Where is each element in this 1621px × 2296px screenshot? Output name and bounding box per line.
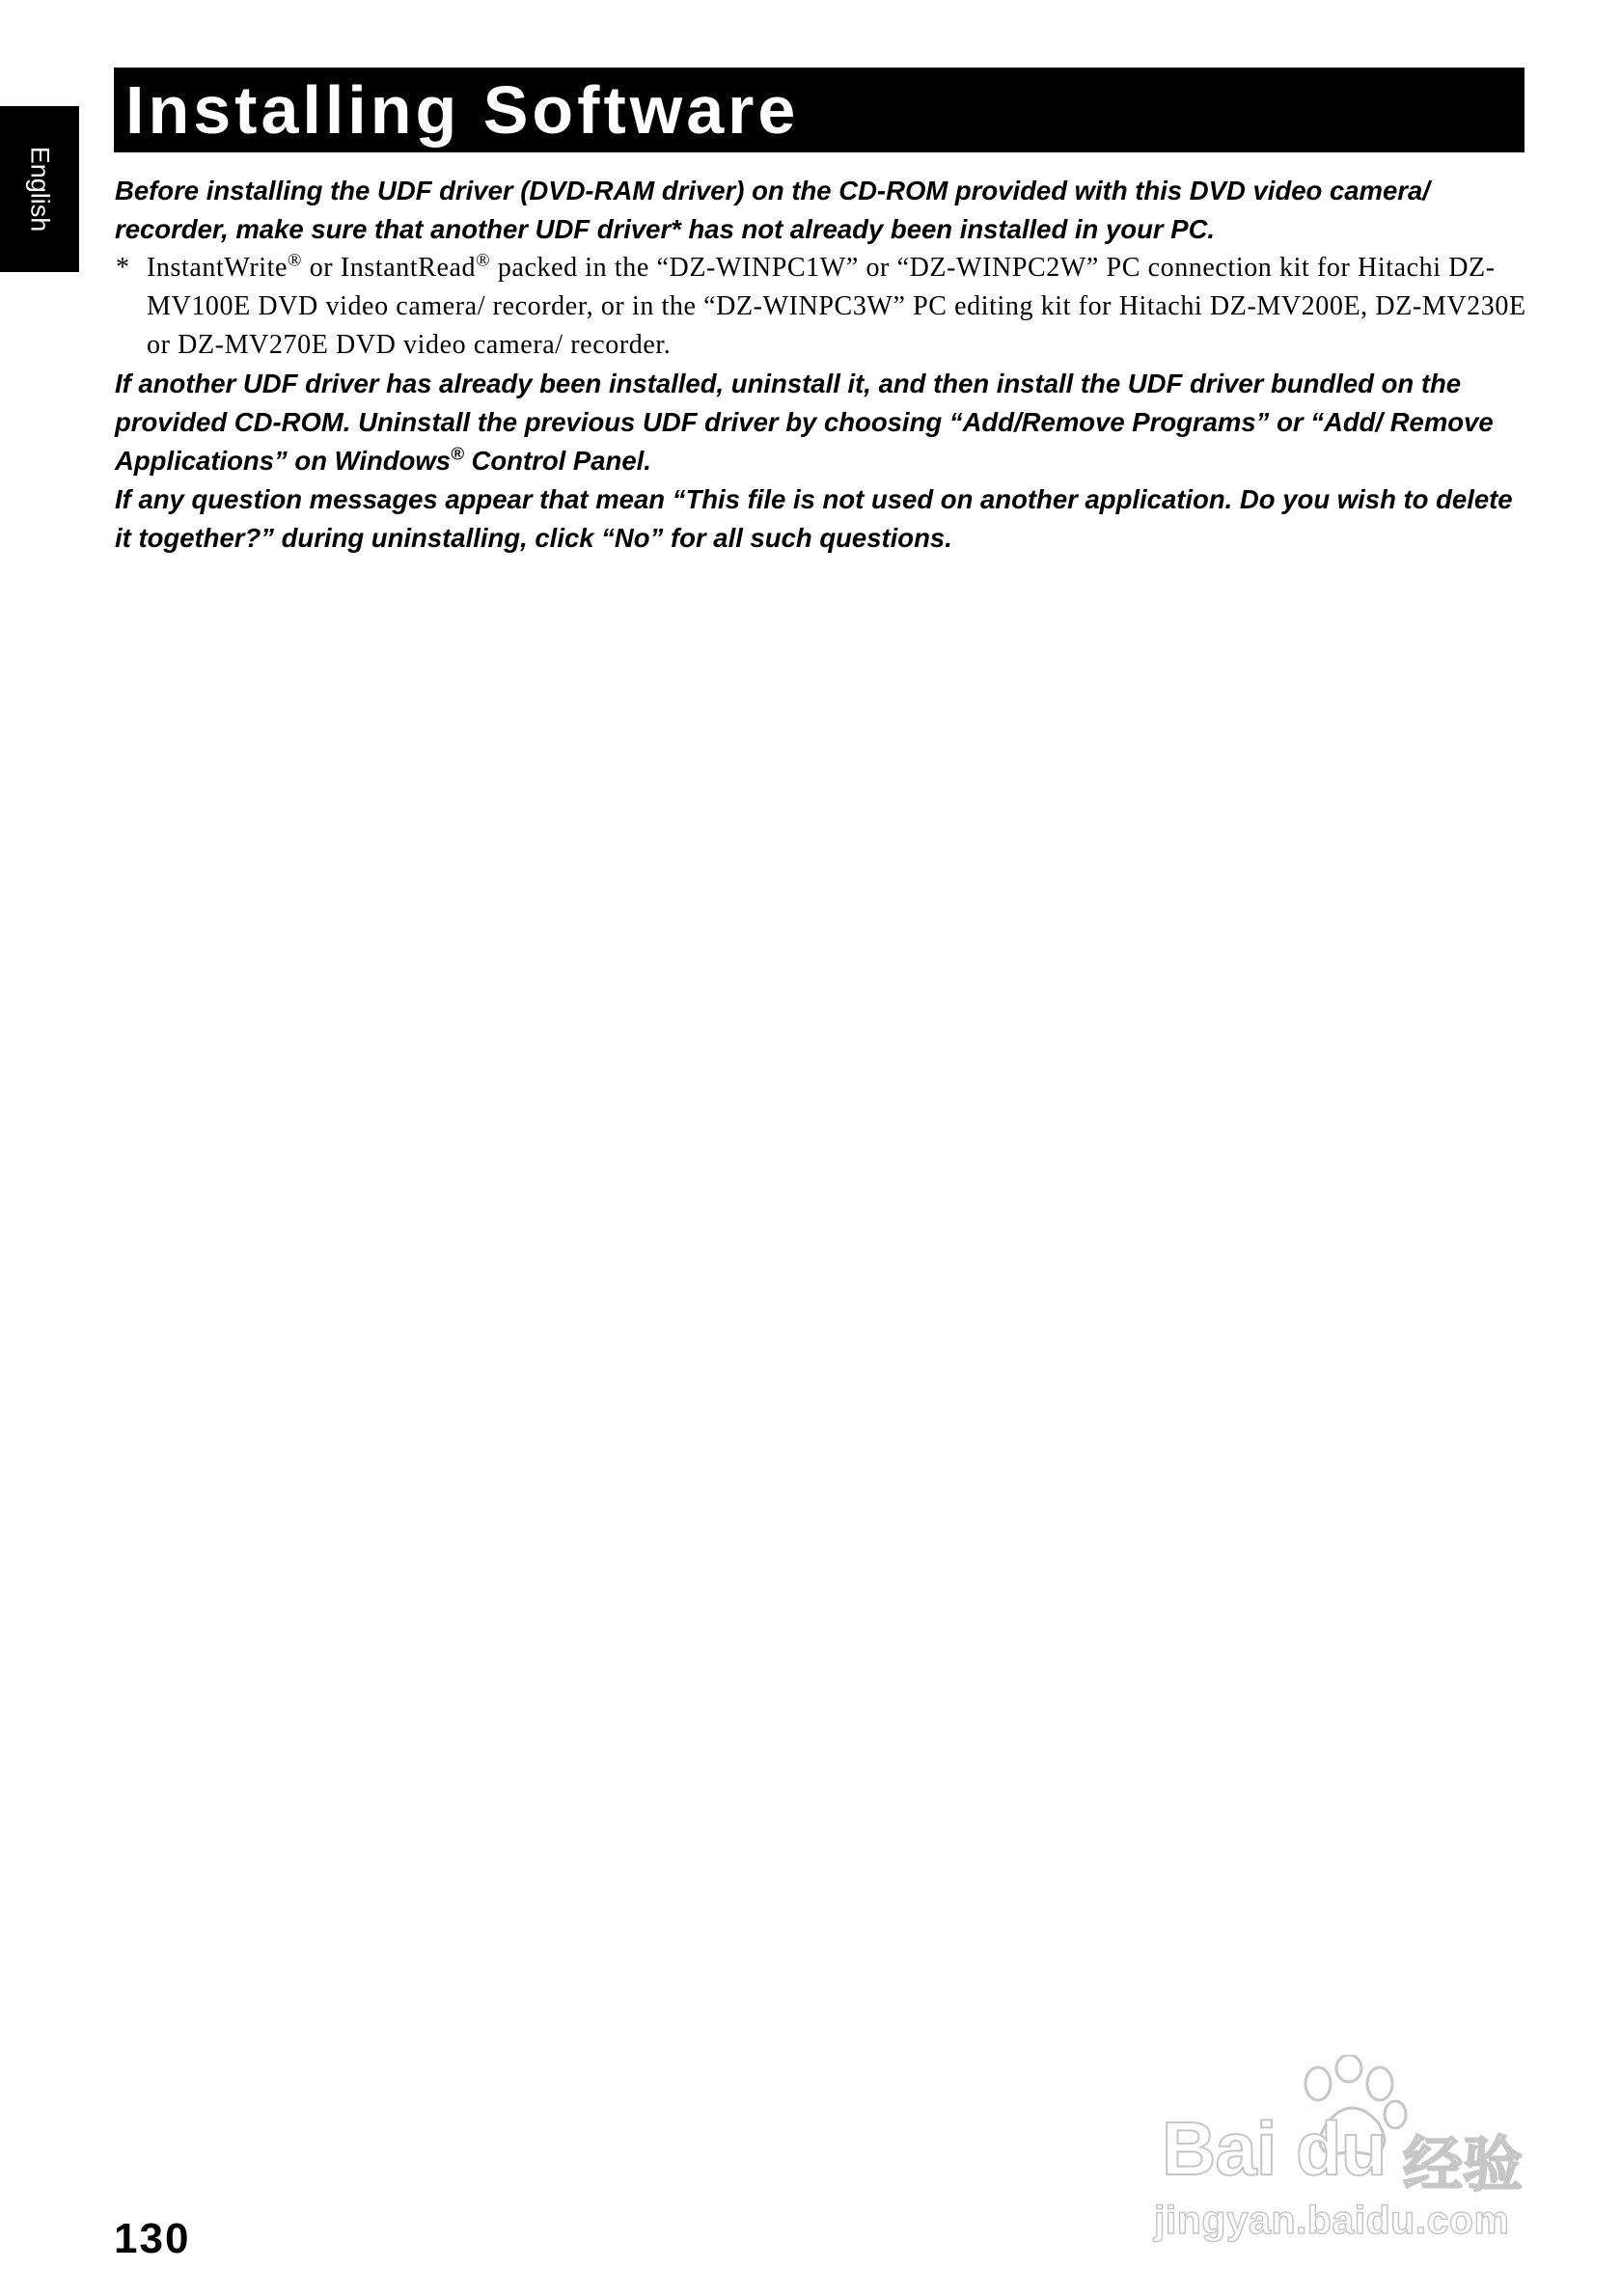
baidu-watermark bbox=[1154, 2055, 1540, 2248]
watermark-url: jingyan.baidu.com bbox=[1154, 2198, 1510, 2242]
footnote-text-part3: packed in the “DZ-WINPC1W” or “DZ-WINPC2W” PC connection kit for Hitachi DZ-MV100E DVD video camera/ recorder, or in the “DZ-WINPC3W” PC editing kit for Hitachi DZ-MV200E, DZ-MV230E or DZ-MV270E DVD video camera/ recorder. bbox=[147, 253, 1526, 360]
footnote bbox=[115, 249, 1533, 365]
questions-paragraph: If any question messages appear that mean “This file is not used on another application. Do you wish to delete it together?” during uninstalling, click “No” for all such questions. bbox=[115, 484, 1513, 553]
page-number: 130 bbox=[114, 2215, 191, 2262]
footnote-marker: * bbox=[116, 253, 130, 283]
watermark-brand: Bai du bbox=[1162, 2106, 1387, 2191]
watermark-chinese: 经验 bbox=[1403, 2129, 1524, 2200]
footnote-text-part2: or InstantRead bbox=[302, 253, 477, 283]
registered-mark: ® bbox=[288, 250, 303, 271]
language-tab-label: English bbox=[25, 146, 55, 232]
intro-paragraph: Before installing the UDF driver (DVD-RAM driver) on the CD-ROM provided with this DVD video camera/ recorder, make sure that another UDF driver* has not already been installed in your PC. bbox=[115, 176, 1430, 244]
uninstall-paragraph bbox=[115, 365, 1533, 480]
uninstall-text-part2: Control Panel. bbox=[463, 446, 651, 476]
language-tab bbox=[0, 106, 79, 272]
registered-mark: ® bbox=[451, 443, 464, 464]
page-title: Installing Software bbox=[125, 72, 800, 148]
registered-mark: ® bbox=[476, 250, 491, 271]
footnote-text-part1: InstantWrite bbox=[147, 253, 288, 283]
page-body bbox=[115, 172, 1533, 558]
page-title-bar bbox=[114, 68, 1525, 152]
uninstall-text-part1: If another UDF driver has already been installed, uninstall it, and then install the UDF driver bundled on the provided CD-ROM. Uninstall the previous UDF driver by choosing “Add/Remove Programs” or “Add/ Remove Applications” on Windows bbox=[115, 369, 1494, 476]
